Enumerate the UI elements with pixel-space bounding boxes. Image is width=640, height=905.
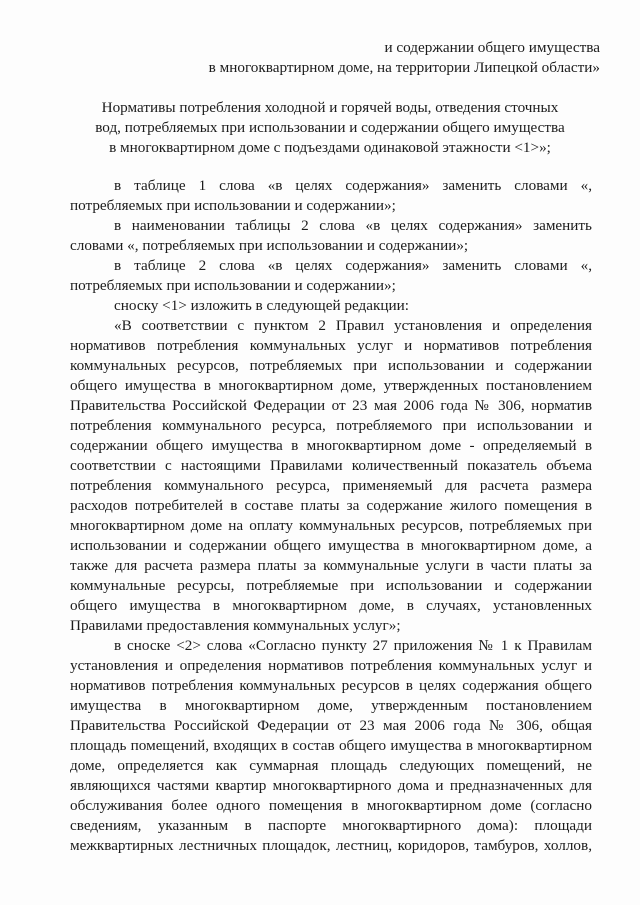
- paragraph-footnote1-intro: сноску <1> изложить в следующей редакции:: [114, 297, 409, 314]
- title-line-2: вод, потребляемых при использовании и содержании общего имущества: [95, 119, 565, 136]
- section-title: [70, 98, 590, 158]
- header-continuation: [209, 38, 600, 78]
- paragraph-table2-amendment: в таблице 2 слова «в целях содержания» заменить словами «, потребляемых при использовании и содержании»;: [70, 257, 592, 294]
- header-line-1: и содержании общего имущества: [384, 39, 600, 56]
- document-body: [70, 176, 592, 856]
- paragraph-table2-name-amendment: в наименовании таблицы 2 слова «в целях содержания» заменить словами «, потребляемых при использовании и содержании»;: [70, 217, 592, 254]
- paragraph-footnote1-text: «В соответствии с пунктом 2 Правил установления и определения нормативов потребления коммунальных услуг и нормативов потребления коммунальных ресурсов, потребляемых при использовании и содержании общего имущества в многоквартирном доме, утвержденных постановлением Правительства Российской Федерации от 23 мая 2006 года № 306, норматив потребления коммунального ресурса, потребляемого при использовании и содержании общего имущества в многоквартирном доме - определяемый в соответствии с настоящими Правилами количественный показатель объема потребления коммунального ресурса, применяемый для расчета размера расходов потребителей в составе платы за содержание жилого помещения в многоквартирном доме на оплату коммунальных ресурсов, потребляемых при использовании и содержании общего имущества в многоквартирном доме, а также для расчета размера платы за коммунальные услуги в части платы за коммунальные ресурсы, потребляемые при использовании и содержании общего имущества в многоквартирном доме, в случаях, установленных Правилами предоставления коммунальных услуг»;: [70, 317, 592, 634]
- title-line-1: Нормативы потребления холодной и горячей воды, отведения сточных: [101, 99, 559, 116]
- title-line-3: в многоквартирном доме с подъездами одинаковой этажности <1>»;: [109, 139, 551, 156]
- paragraph-table1-amendment: в таблице 1 слова «в целях содержания» заменить словами «, потребляемых при использовании и содержании»;: [70, 177, 592, 214]
- paragraph-footnote2-amendment: в сноске <2> слова «Согласно пункту 27 приложения № 1 к Правилам установления и определения нормативов потребления коммунальных услуг и нормативов потребления коммунальных ресурсов в целях содержания общего имущества в многоквартирном доме, утвержденным постановлением Правительства Российской Федерации от 23 мая 2006 года № 306, общая площадь помещений, входящих в состав общего имущества в многоквартирном доме, определяется как суммарная площадь следующих помещений, не являющихся частями квартир многоквартирного дома и предназначенных для обслуживания более одного помещения в многоквартирном доме (согласно сведениям, указанным в паспорте многоквартирного дома): площади межквартирных лестничных площадок, лестниц, коридоров, тамбуров, холлов,: [70, 637, 592, 854]
- header-line-2: в многоквартирном доме, на территории Липецкой области»: [208, 59, 600, 76]
